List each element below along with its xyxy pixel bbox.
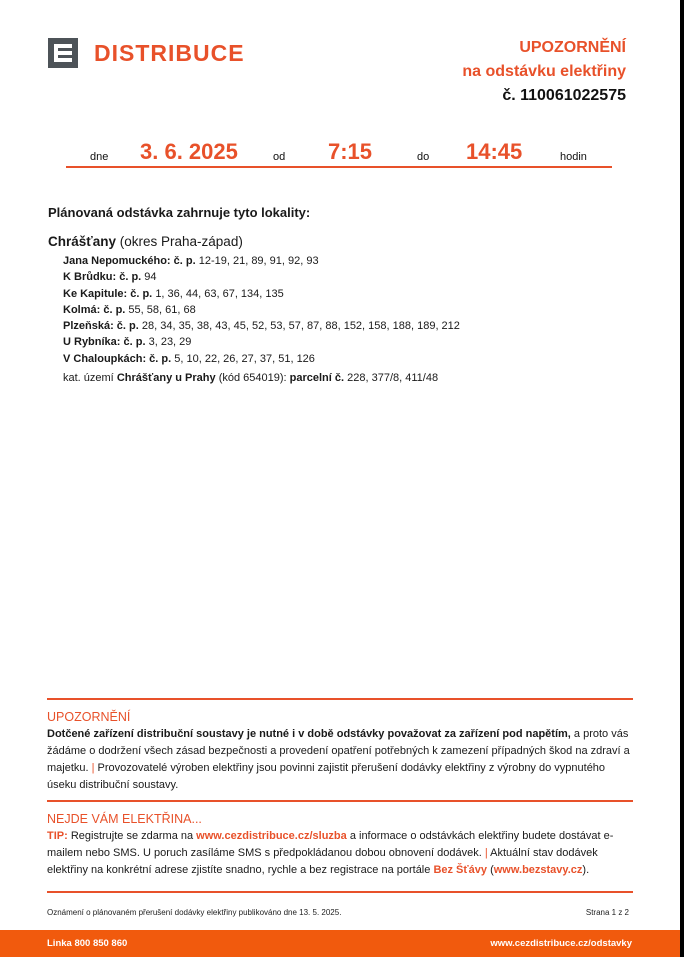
notice-number: č. 110061022575 <box>502 87 626 104</box>
notice-header <box>462 36 626 108</box>
street-item: Plzeňská: č. p. 28, 34, 35, 38, 43, 45, 52, 53, 57, 87, 88, 152, 158, 188, 189, 212 <box>63 320 460 333</box>
street-list <box>63 253 460 367</box>
divider <box>47 698 633 700</box>
street-item: V Chaloupkách: č. p. 5, 10, 22, 26, 27, 37, 51, 126 <box>63 352 315 365</box>
district-name: (okres Praha-západ) <box>119 234 243 249</box>
schedule-bar <box>66 138 612 168</box>
unit-label: hodin <box>560 151 587 163</box>
outage-date: 3. 6. 2025 <box>140 139 238 164</box>
to-label: do <box>417 151 430 163</box>
hotline: Linka 800 850 860 <box>47 938 128 949</box>
divider <box>47 891 633 893</box>
page-number: Strana 1 z 2 <box>585 908 629 917</box>
cez-logo <box>48 38 245 68</box>
town-name: Chrášťany <box>48 234 116 249</box>
publication-note: Oznámení o plánovaném přerušení dodávky elektřiny publikováno dne 13. 5. 2025. <box>47 908 342 917</box>
from-time: 7:15 <box>328 139 373 164</box>
outage-text: TIP: Registrujte se zdarma na www.cezdistribuce.cz/sluzba a informace o odstávkách elektřiny budete dostávat e-mailem nebo SMS. U poruch zasíláme SMS s předpokládanou dobou obnovení dodávek. | Aktuální stav dodávek elektřiny na konkrétní adrese zjistíte snadno, rychle a bez registrace na portále Bez Šťávy (www.bezstavy.cz). <box>47 830 614 876</box>
street-item: Jana Nepomuckého: č. p. 12-19, 21, 89, 91, 92, 93 <box>63 255 319 267</box>
bezstavy-link[interactable]: www.bezstavy.cz <box>493 864 583 876</box>
warning-text: Dotčené zařízení distribuční soustavy je nutné i v době odstávky považovat za zařízení pod napětím, a proto vás žádáme o dodržení všech zásad bezpečnosti a provedení opatření potřebných k zamezení případných škod na zdraví a majetku. | Provozovatelé výroben elektřiny jsou povinni zajistit přerušení dodávky elektřiny z výrobny do vypnutého úseku distribuční soustavy. <box>47 728 630 791</box>
locations-heading: Plánovaná odstávka zahrnuje tyto lokality: <box>48 205 311 220</box>
street-item: Kolmá: č. p. 55, 58, 61, 68 <box>63 303 196 316</box>
outage-heading: NEJDE VÁM ELEKTŘINA... <box>47 812 202 826</box>
street-item: Ke Kapitule: č. p. 1, 36, 44, 63, 67, 134, 135 <box>63 287 284 300</box>
street-item: U Rybníka: č. p. 3, 23, 29 <box>63 336 192 349</box>
notice-title: UPOZORNĚNÍ <box>519 39 626 56</box>
cez-logo-icon <box>48 38 78 68</box>
cadastral-line: kat. území Chrášťany u Prahy (kód 654019): parcelní č. 228, 377/8, 411/48 <box>63 372 439 384</box>
divider <box>47 800 633 802</box>
footer-bar <box>0 930 680 957</box>
warning-heading: UPOZORNĚNÍ <box>47 710 131 724</box>
street-item: K Brůdku: č. p. 94 <box>63 271 157 284</box>
page-edge <box>680 0 684 957</box>
town-line <box>48 234 243 249</box>
from-label: od <box>273 151 286 163</box>
notice-subtitle: na odstávku elektřiny <box>462 63 626 80</box>
service-link[interactable]: www.cezdistribuce.cz/sluzba <box>196 830 347 842</box>
to-time: 14:45 <box>466 139 523 164</box>
date-label: dne <box>90 151 109 163</box>
website-link[interactable]: www.cezdistribuce.cz/odstavky <box>490 938 632 949</box>
logo-text: DISTRIBUCE <box>94 39 245 66</box>
